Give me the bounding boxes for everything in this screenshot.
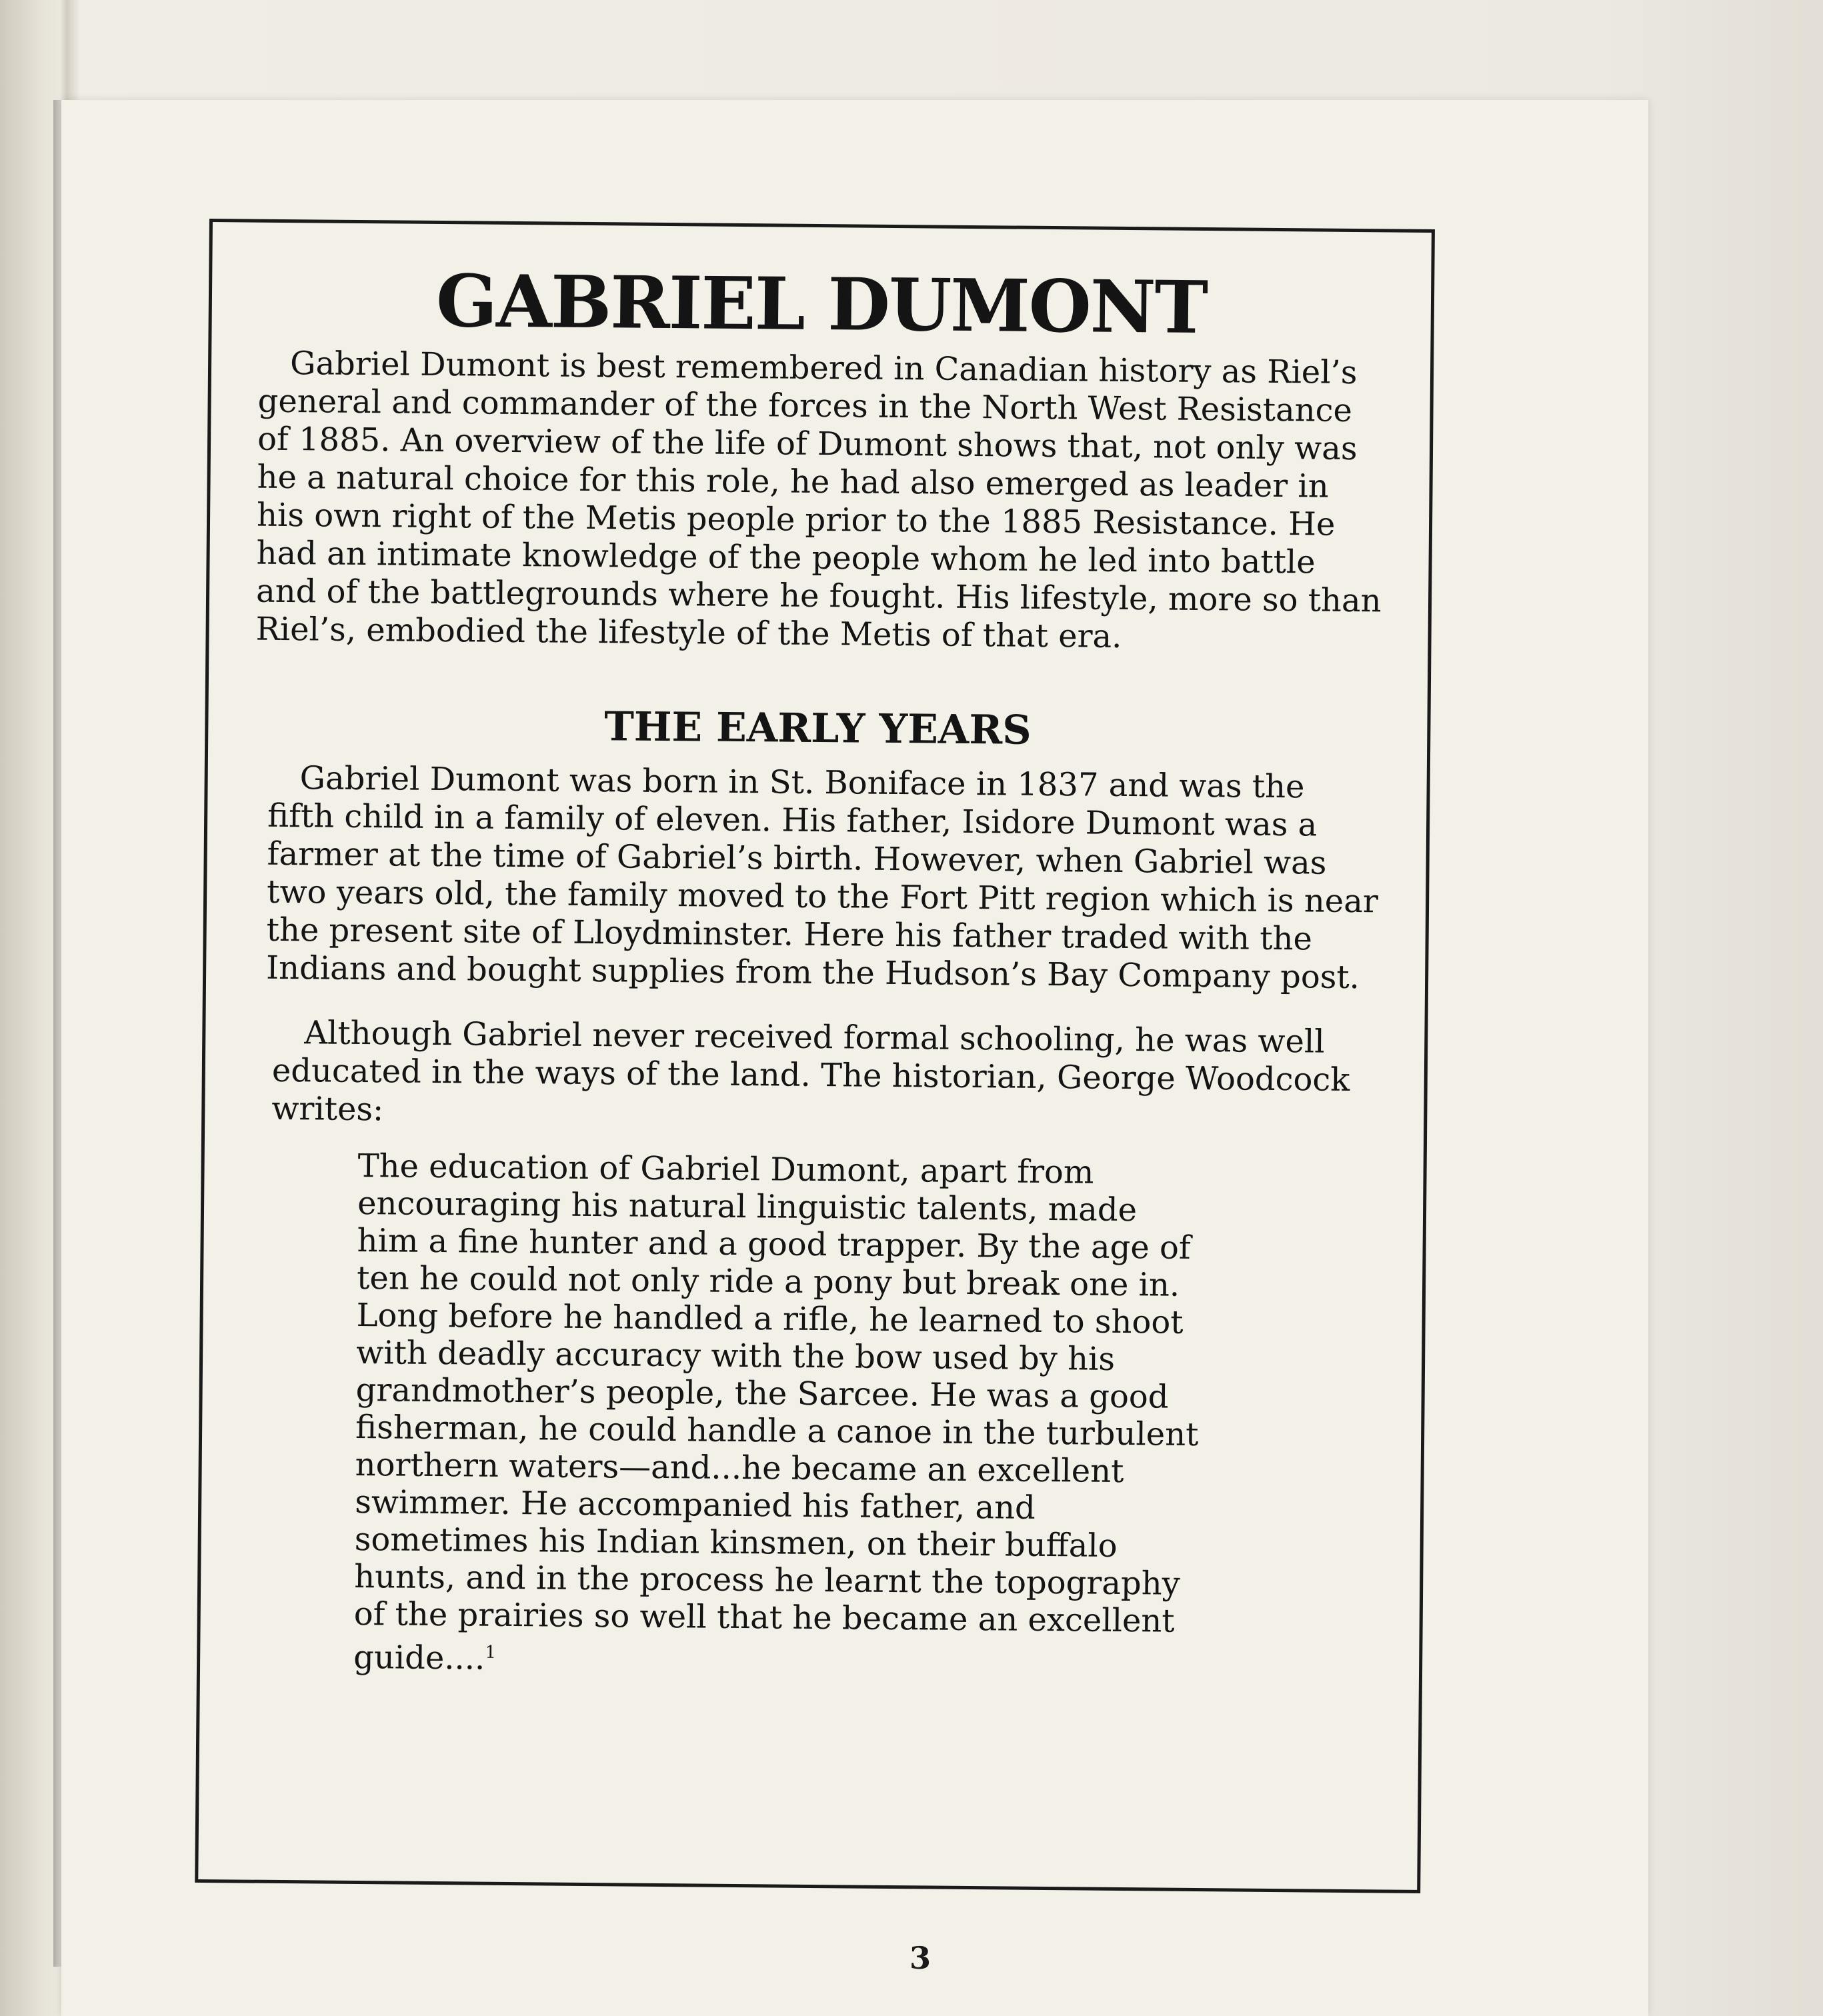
page-title: GABRIEL DUMONT	[435, 259, 1208, 351]
intro-paragraph: Gabriel Dumont is best remembered in Canadian history as Riel’s general and commander of the forces in the North West Resistance of 1885. An overview of the life of Dumont shows that, not only was he a natural choice for this role, he had also emerged as leader in his own right of the Metis people prior to the 1885 Resistance. He had an intimate knowledge of the people whom he led into battle and of the battlegrounds where he fought. His lifestyle, more so than Riel’s, embodied the lifestyle of the Metis of that era.	[255, 345, 1382, 656]
section-heading: THE EARLY YEARS	[603, 703, 1032, 755]
early-years-paragraph-2: Although Gabriel never received formal schooling, he was well educated in the ways of the land. The historian, George Woodcock writes:	[271, 1014, 1350, 1129]
booklet-page	[61, 100, 1648, 2016]
text-frame	[195, 219, 1435, 1893]
block-quote-text: The education of Gabriel Dumont, apart from encouraging his natural linguistic talents, made him a fine hunter and a good trapper. By the age of ten he could not only ride a pony but break one in. Long before he handled a rifle, he learned to shoot with deadly accuracy with the bow used by his grandmother’s people, the Sarcee. He was a good fisherman, he could handle a canoe in the turbulent northern waters—and...he became an excellent swimmer. He accompanied his father, and sometimes his Indian kinsmen, on their buffalo hunts, and in the process he learnt the topography of the prairies so well that he became an excellent guide....	[353, 1147, 1199, 1678]
page-number: 3	[909, 1940, 931, 1976]
block-quote	[353, 1147, 1204, 1683]
early-years-paragraph-1: Gabriel Dumont was born in St. Boniface in 1837 and was the fifth child in a family of eleven. His father, Isidore Dumont was a farmer at the time of Gabriel’s birth. However, when Gabriel was two years old, the family moved to the Fort Pitt region which is near the present site of Lloydminster. Here his father traded with the Indians and bought supplies from the Hudson’s Bay Company post.	[265, 759, 1379, 997]
footnote-marker: 1	[485, 1643, 497, 1663]
